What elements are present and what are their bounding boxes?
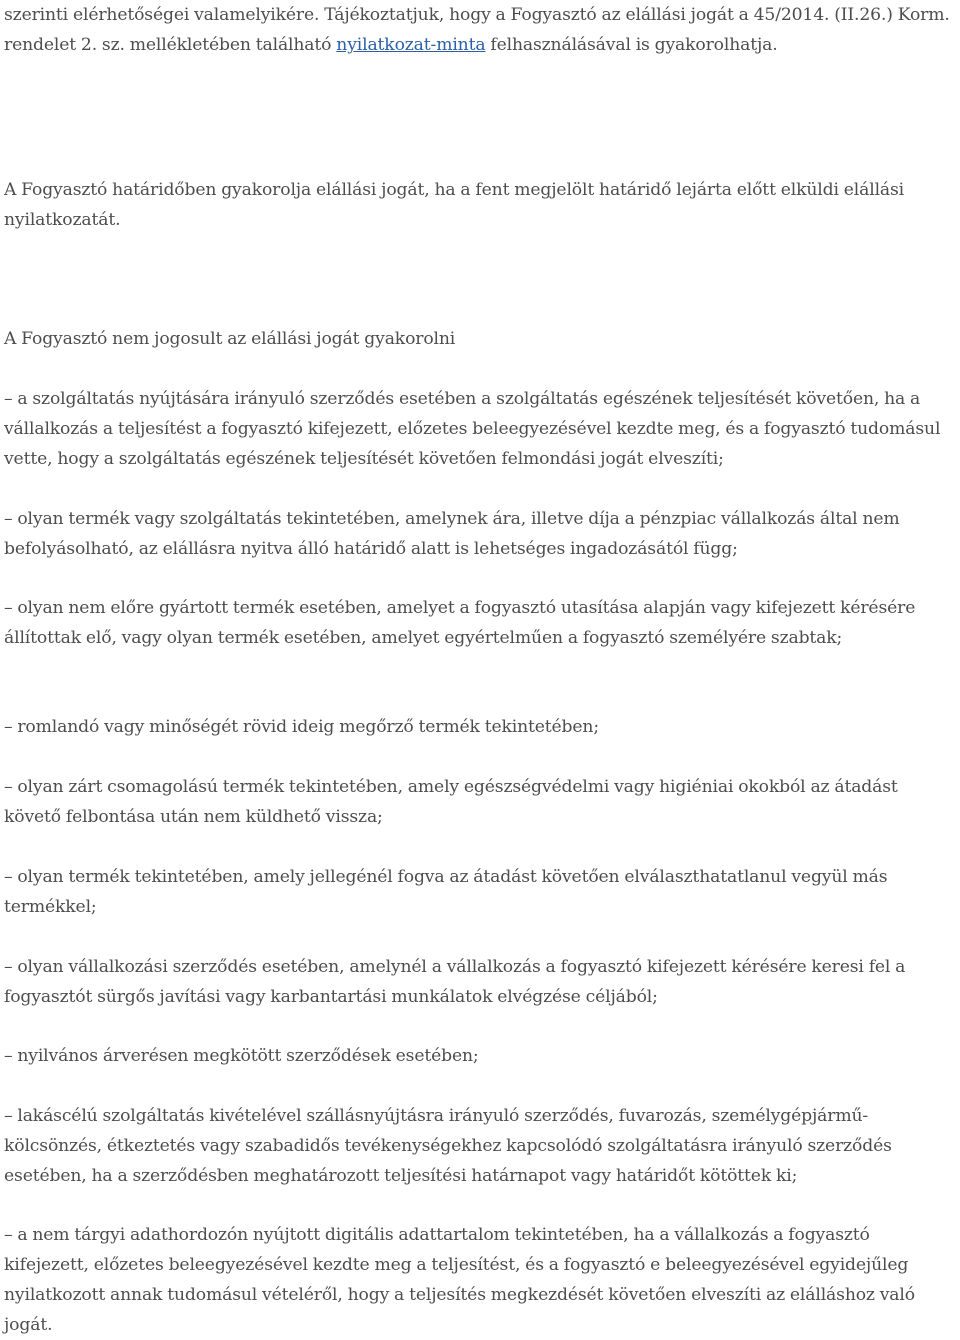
- deadline-paragraph: A Fogyasztó határidőben gyakorolja elállási jogát, ha a fent megjelölt határidő lejárta előtt elküldi elállási nyilatkozatát.: [4, 180, 905, 230]
- intro-paragraph: [4, 0, 958, 60]
- intro-text-after-link: felhasználásával is gyakorolhatja.: [485, 35, 778, 55]
- exception-item: – olyan vállalkozási szerződés esetében, amelynél a vállalkozás a fogyasztó kifejezett kérésére keresi fel a fogyasztót sürgős javítási vagy karbantartási munkálatok elvégzése céljából;: [4, 957, 906, 1007]
- intro-text-before-link: szerinti elérhetőségei valamelyikére. Tájékoztatjuk, hogy a Fogyasztó az elállási jogát a 45/2014. (II.26.) Korm. rendelet 2. sz. mellékletében található: [4, 5, 950, 55]
- declaration-template-link[interactable]: nyilatkozat-minta: [336, 35, 486, 55]
- exception-item: – romlandó vagy minőségét rövid ideig megőrző termék tekintetében;: [4, 717, 599, 737]
- exceptions-heading: A Fogyasztó nem jogosult az elállási jogát gyakorolni: [4, 329, 456, 349]
- exception-item: – lakáscélú szolgáltatás kivételével szállásnyújtásra irányuló szerződés, fuvarozás, személygépjármű-kölcsönzés, étkeztetés vagy szabadidős tevékenységekhez kapcsolódó szolgáltatásra irányuló szerződés esetében, ha a szerződésben meghatározott teljesítési határnapot vagy határidőt kötöttek ki;: [4, 1106, 892, 1186]
- exception-item: – olyan termék tekintetében, amely jellegénél fogva az átadást követően elválaszthatatlanul vegyül más termékkel;: [4, 867, 888, 917]
- exception-item: – olyan zárt csomagolású termék tekintetében, amely egészségvédelmi vagy higiéniai okokból az átadást követő felbontása után nem küldhető vissza;: [4, 777, 898, 827]
- exception-item: – olyan termék vagy szolgáltatás tekintetében, amelynek ára, illetve díja a pénzpiac vállalkozás által nem befolyásolható, az elállásra nyitva álló határidő alatt is lehetséges ingadozásától függ;: [4, 509, 900, 559]
- exception-item: – olyan nem előre gyártott termék esetében, amelyet a fogyasztó utasítása alapján vagy kifejezett kérésére állítottak elő, vagy olyan termék esetében, amelyet egyértelműen a fogyasztó személyére szabtak;: [4, 598, 916, 648]
- exception-item: – a nem tárgyi adathordozón nyújtott digitális adattartalom tekintetében, ha a vállalkozás a fogyasztó kifejezett, előzetes beleegyezésével kezdte meg a teljesítést, és a fogyasztó e beleegyezésével egyidejűleg nyilatkozott annak tudomásul vételéről, hogy a teljesítés megkezdését követően elveszíti az elálláshoz való jogát.: [4, 1225, 915, 1335]
- exception-item: – a szolgáltatás nyújtására irányuló szerződés esetében a szolgáltatás egészének teljesítését követően, ha a vállalkozás a teljesítést a fogyasztó kifejezett, előzetes beleegyezésével kezdte meg, és a fogyasztó tudomásul vette, hogy a szolgáltatás egészének teljesítését követően felmondási jogát elveszíti;: [4, 389, 941, 469]
- exception-item: – nyilvános árverésen megkötött szerződések esetében;: [4, 1046, 479, 1066]
